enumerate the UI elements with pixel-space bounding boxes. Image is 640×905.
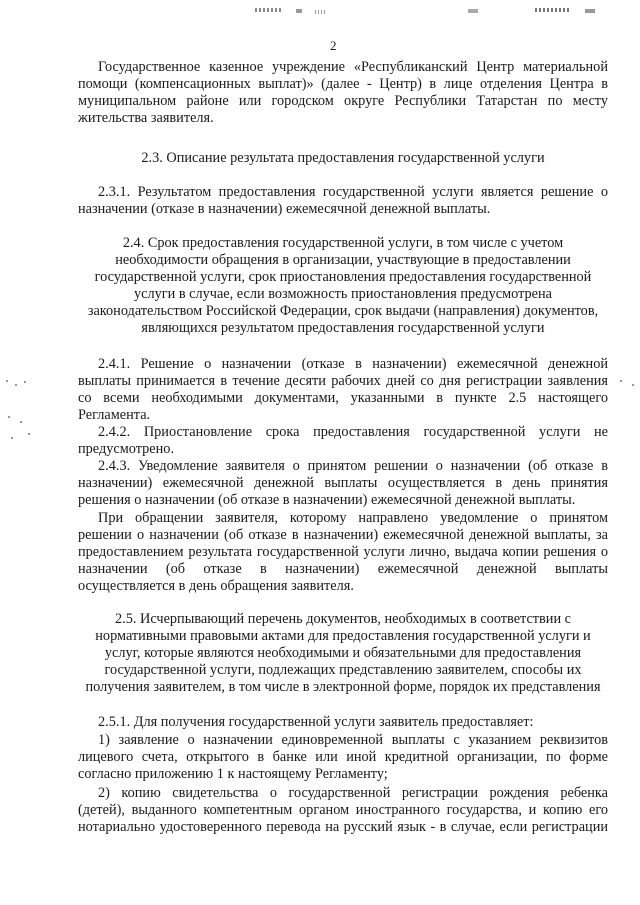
section-heading-2-5	[78, 611, 608, 696]
text-line: 1) заявление о назначении единовременной выплаты с указанием реквизитов	[98, 732, 608, 748]
section-heading: нормативными правовыми актами для предоставления государственной услуги и	[95, 628, 591, 644]
text-line: назначении (об отказе в назначении) ежемесячной денежной выплаты	[78, 561, 608, 577]
scan-artifact	[468, 9, 478, 13]
paragraph-2-3-1	[78, 184, 608, 218]
scan-artifact	[620, 380, 622, 382]
scan-artifact	[20, 421, 22, 423]
text-line: 2.5.1. Для получения государственной услуги заявитель предоставляет:	[98, 714, 534, 730]
text-line: 2.4.3. Уведомление заявителя о принятом решении о назначении (об отказе в	[98, 458, 608, 474]
section-heading: государственной услуги, срок приостановления предоставления государственной	[94, 269, 592, 285]
section-heading: законодательством Российской Федерации, срок выдачи (направления) документов,	[87, 303, 599, 319]
section-heading: услуг, которые являются необходимыми и обязательными для предоставления	[104, 645, 582, 661]
paragraph-2-5-1	[78, 714, 608, 731]
section-heading-2-3	[78, 150, 608, 167]
scan-artifact	[255, 8, 281, 12]
list-item-1	[78, 732, 608, 783]
text-line: помощи (компенсационных выплат)» (далее - Центр) в лице отделения Центра в	[78, 76, 608, 92]
scan-artifact	[535, 8, 569, 12]
text-line: (детей), выданного компетентным органом иностранного государства, и копию его	[78, 802, 608, 818]
scan-artifact	[6, 380, 8, 382]
text-line: назначении (отказе в назначении) ежемесячной денежной выплаты.	[78, 201, 491, 217]
section-heading: 2.5. Исчерпывающий перечень документов, необходимых в соответствии с	[114, 611, 572, 627]
text-line: жительства заявителя.	[78, 110, 214, 126]
text-line: 2.4.1. Решение о назначении (отказе в назначении) ежемесячной денежной	[98, 356, 608, 372]
text-line: решении о назначении (об отказе в назначении) ежемесячной денежной выплаты, за	[78, 527, 608, 543]
scan-artifact	[24, 381, 26, 383]
text-line: 2.3.1. Результатом предоставления государственной услуги является решение о	[98, 184, 608, 200]
text-line: лицевого счета, открытого в банке или иной кредитной организации, по форме	[78, 749, 608, 765]
section-heading-2-4	[78, 235, 608, 337]
paragraph-appeal	[78, 510, 608, 595]
text-line: назначении) ежемесячной денежной выплаты осуществляется в день принятия	[78, 475, 608, 491]
scan-artifact	[11, 437, 13, 439]
text-line: решения о назначении (об отказе в назначении) ежемесячной денежной выплаты.	[78, 492, 576, 508]
text-line: Государственное казенное учреждение «Республиканский Центр материальной	[98, 59, 608, 75]
text-line: согласно приложению 1 к настоящему Регламенту;	[78, 766, 388, 782]
page-number: 2	[330, 38, 337, 53]
paragraph-intro	[78, 59, 608, 127]
paragraph-2-4-2	[78, 424, 608, 458]
text-line: нотариально удостоверенного перевода на русский язык - в случае, если регистрации	[78, 819, 608, 835]
section-heading: услуги в случае, если возможность приостановления предусмотрена	[133, 286, 553, 302]
section-heading: 2.4. Срок предоставления государственной услуги, в том числе с учетом	[122, 235, 564, 251]
text-line: выплаты принимается в течение десяти рабочих дней со дня регистрации заявления	[78, 373, 608, 389]
section-heading: являющихся результатом предоставления государственной услуги	[141, 320, 545, 336]
section-heading: государственной услуги, подлежащих представлению заявителем, способы их	[104, 662, 582, 678]
text-line: При обращении заявителя, которому направлено уведомление о принятом	[98, 510, 608, 526]
scan-artifact	[315, 10, 325, 14]
scan-artifact	[296, 9, 302, 13]
scan-artifact	[28, 433, 30, 435]
text-line: со всеми необходимыми документами, указанными в пункте 2.5 настоящего	[78, 390, 608, 406]
text-line: Регламента.	[78, 407, 151, 423]
text-line: осуществляется в день обращения заявителя.	[78, 578, 354, 594]
text-line: предоставлением результата государственной услуги лично, выдача копии решения о	[78, 544, 608, 560]
section-heading: необходимости обращения в организации, участвующие в предоставлении	[115, 252, 571, 268]
scan-artifact	[8, 416, 10, 418]
paragraph-2-4-3	[78, 458, 608, 509]
text-line: предусмотрено.	[78, 441, 175, 457]
section-heading: получения заявителем, в том числе в электронной форме, порядок их представления	[85, 679, 601, 695]
paragraph-2-4-1	[78, 356, 608, 424]
text-line: 2) копию свидетельства о государственной регистрации рождения ребенка	[98, 785, 608, 801]
scan-artifact	[15, 384, 17, 386]
list-item-2	[78, 785, 608, 836]
scan-artifact	[585, 9, 595, 13]
scan-artifact	[632, 384, 634, 386]
text-line: 2.4.2. Приостановление срока предоставления государственной услуги не	[98, 424, 608, 440]
section-heading: 2.3. Описание результата предоставления государственной услуги	[141, 150, 545, 166]
text-line: муниципальном районе или городском округе Республики Татарстан по месту	[78, 93, 608, 109]
